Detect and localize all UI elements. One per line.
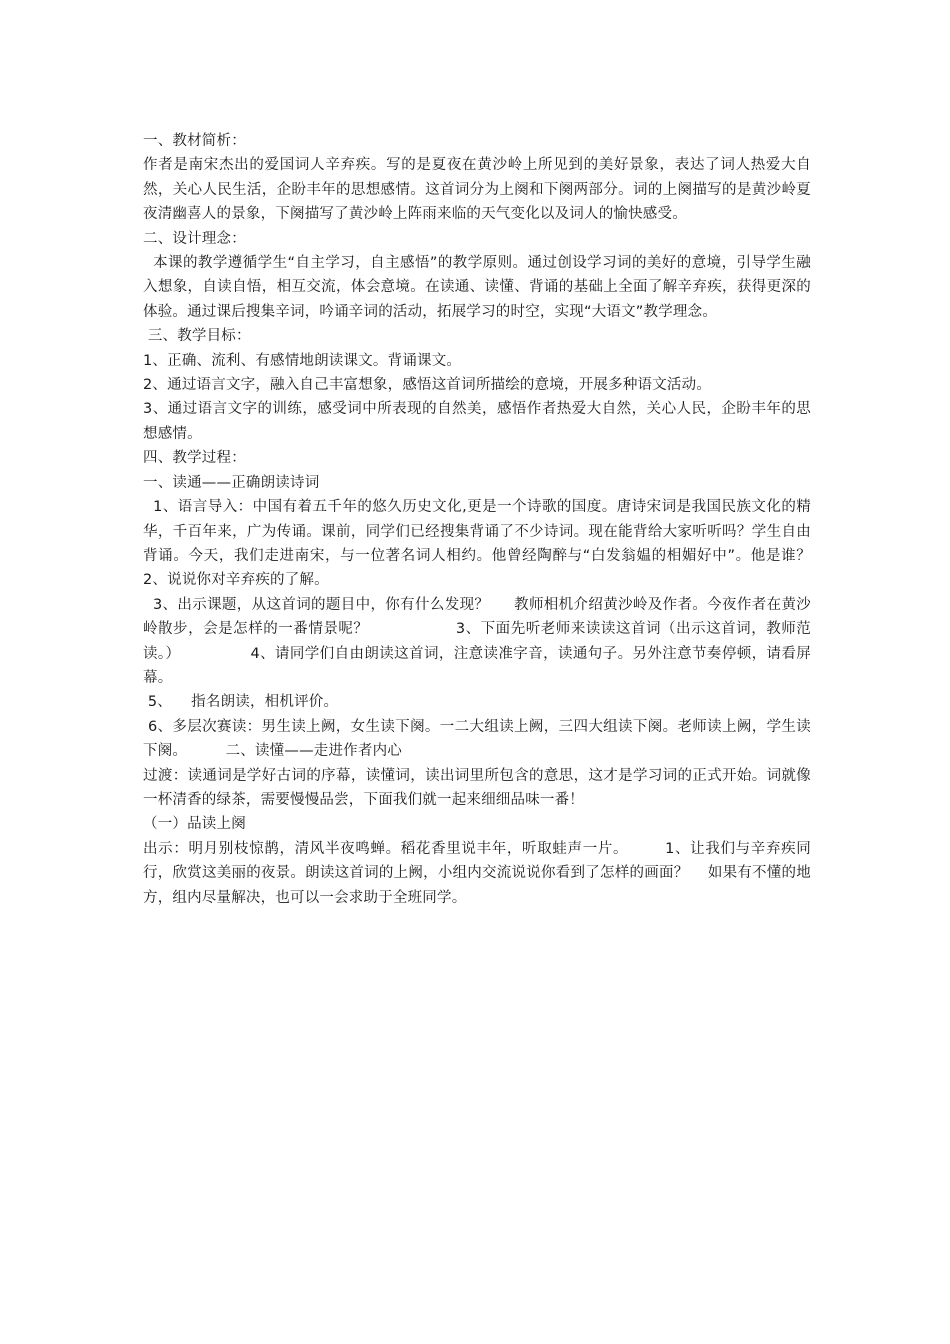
paragraph-show-poem: 出示：明月别枝惊鹊，清风半夜鸣蝉。稻花香里说丰年，听取蛙声一片。 1、让我们与辛弃疾同行，欣赏这美丽的夜景。朗读这首词的上阙，小组内交流说说你看到了怎样的画面？ 如果有不懂的地方，组内尽量解决，也可以一会求助于全班同学。 [143, 840, 811, 906]
goal-item-1: 1、正确、流利、有感情地朗读课文。背诵课文。 [143, 352, 462, 369]
process-step-6: 6、多层次赛读：男生读上阙，女生读下阕。一二大组读上阙，三四大组读下阕。老师读上阙，学生读下阕。 二、读懂——走进作者内心 [143, 718, 811, 760]
heading-design-concept: 二、设计理念： [143, 230, 246, 247]
heading-textbook-analysis: 一、教材简析： [143, 133, 246, 149]
document-body [143, 129, 831, 910]
goal-item-3: 3、通过语言文字的训练，感受词中所表现的自然美，感悟作者热爱大自然，关心人民，企盼丰年的思想感情。 [143, 401, 811, 442]
subheading-read-through: 一、读通——正确朗读诗词 [143, 474, 320, 491]
paragraph-textbook-analysis: 作者是南宋杰出的爱国词人辛弃疾。写的是夏夜在黄沙岭上所见到的美好景象，表达了词人热爱大自然，关心人民生活，企盼丰年的思想感情。这首词分为上阕和下阕两部分。词的上阕描写的是黄沙岭夏夜清幽喜人的景象，下阕描写了黄沙岭上阵雨来临的天气变化以及词人的愉快感受。 [143, 157, 811, 223]
paragraph-transition: 过渡：读通词是学好古词的序幕，读懂词，读出词里所包含的意思，这才是学习词的正式开始。词就像一杯清香的绿茶，需要慢慢品尝，下面我们就一起来细细品味一番！ [143, 767, 811, 808]
process-step-1-2: 1、语言导入：中国有着五千年的悠久历史文化,更是一个诗歌的国度。唐诗宋词是我国民族文化的精华，千百年来，广为传诵。课前，同学们已经搜集背诵了不少诗词。现在能背给大家听听吗？学生自由背诵。今天，我们走进南宋，与一位著名词人相约。他曾经陶醉与“白发翁媪的相媚好中”。他是谁？ 2、说说你对辛弃疾的了解。 [143, 499, 831, 589]
subheading-upper-stanza: （一）品读上阕 [143, 816, 246, 833]
heading-teaching-goals: 三、教学目标： [143, 328, 251, 345]
goal-item-2: 2、通过语言文字，融入自己丰富想象，感悟这首词所描绘的意境，开展多种语文活动。 [143, 377, 712, 394]
process-step-3-4: 3、出示课题，从这首词的题目中，你有什么发现？ 教师相机介绍黄沙岭及作者。今夜作者在黄沙岭散步，会是怎样的一番情景呢？ 3、下面先听老师来读读这首词（出示这首词，教师范读。） 4、请同学们自由朗读这首词，注意读准字音，读通句子。另外注意节奏停顿，请看屏幕。 [143, 596, 811, 686]
paragraph-design-concept: 本课的教学遵循学生“自主学习，自主感悟”的教学原则。通过创设学习词的美好的意境，引导学生融入想象，自读自悟，相互交流，体会意境。在读通、读懂、背诵的基础上全面了解辛弃疾，获得更深的体验。通过课后搜集辛词，吟诵辛词的活动，拓展学习的时空，实现“大语文”教学理念。 [143, 255, 811, 320]
heading-teaching-process: 四、教学过程： [143, 450, 246, 467]
process-step-5: 5、 指名朗读，相机评价。 [143, 694, 339, 711]
